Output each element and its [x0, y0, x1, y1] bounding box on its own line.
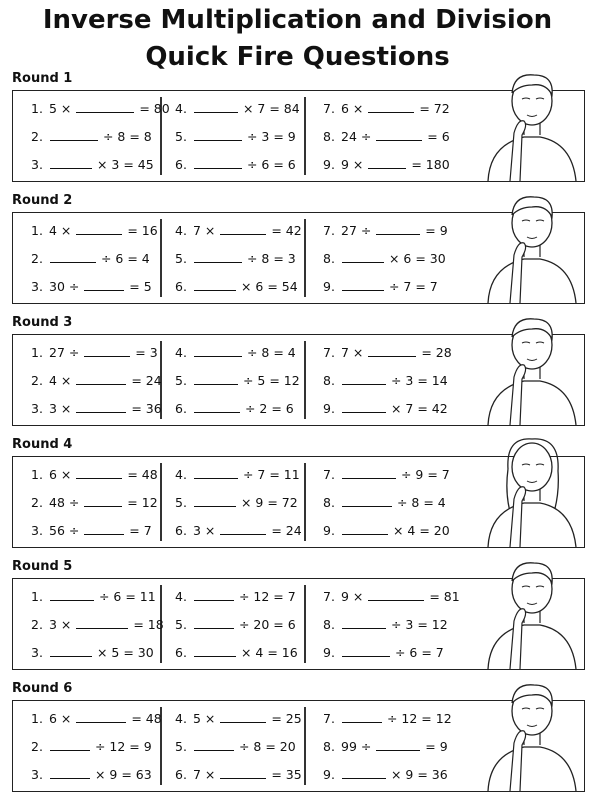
answer-blank[interactable] — [342, 401, 386, 413]
student-illustration — [480, 185, 580, 303]
question-item — [323, 345, 452, 361]
question-item — [175, 129, 296, 145]
question-item — [323, 251, 446, 267]
question-number: 3. — [31, 157, 43, 172]
question-item — [31, 645, 154, 661]
question-item — [175, 467, 300, 483]
question-item — [323, 739, 448, 755]
question-number: 3. — [31, 767, 43, 782]
question-number: 8. — [323, 739, 335, 754]
column-divider — [304, 463, 306, 541]
question-item — [323, 495, 446, 511]
answer-blank[interactable] — [368, 589, 424, 601]
question-result: = 3 — [131, 345, 158, 360]
answer-blank[interactable] — [368, 157, 406, 169]
question-result: × 7 = 42 — [387, 401, 448, 416]
question-result: ÷ 2 = 6 — [241, 401, 294, 416]
question-number: 3. — [31, 279, 43, 294]
question-result: ÷ 7 = 7 — [385, 279, 438, 294]
question-result: × 7 = 84 — [239, 101, 300, 116]
question-item — [31, 767, 152, 783]
question-result: = 16 — [123, 223, 158, 238]
question-item — [31, 589, 156, 605]
round-box — [12, 456, 585, 548]
question-result: ÷ 8 = 4 — [393, 495, 446, 510]
answer-blank[interactable] — [84, 345, 130, 357]
question-operand: 5 × — [193, 711, 220, 726]
round-box — [12, 90, 585, 182]
question-item — [323, 523, 450, 539]
question-number: 1. — [31, 467, 43, 482]
question-number: 6. — [175, 645, 187, 660]
question-number: 2. — [31, 495, 43, 510]
round-box — [12, 700, 585, 792]
question-item — [323, 711, 452, 727]
question-result: = 28 — [417, 345, 452, 360]
question-number: 3. — [31, 645, 43, 660]
question-number: 9. — [323, 645, 335, 660]
question-item — [31, 495, 158, 511]
question-result: = 25 — [267, 711, 302, 726]
question-operand: 7 × — [193, 767, 220, 782]
answer-blank[interactable] — [84, 523, 124, 535]
question-number: 7. — [323, 223, 335, 238]
question-number: 9. — [323, 523, 335, 538]
question-result: = 81 — [425, 589, 460, 604]
answer-blank[interactable] — [342, 495, 392, 507]
question-item — [175, 279, 298, 295]
question-item — [175, 345, 296, 361]
answer-blank[interactable] — [76, 101, 134, 113]
round-label: Round 6 — [12, 681, 73, 696]
question-result: = 6 — [423, 129, 450, 144]
answer-blank[interactable] — [50, 645, 92, 657]
answer-blank[interactable] — [342, 645, 390, 657]
answer-blank[interactable] — [50, 157, 92, 169]
question-operand: 6 × — [49, 711, 76, 726]
question-result: ÷ 6 = 6 — [243, 157, 296, 172]
question-item — [175, 157, 296, 173]
question-item — [323, 645, 444, 661]
question-result: ÷ 9 = 7 — [397, 467, 450, 482]
answer-blank[interactable] — [194, 495, 236, 507]
answer-blank[interactable] — [220, 523, 266, 535]
question-item — [175, 589, 296, 605]
question-operand: 4 × — [49, 223, 76, 238]
question-number: 9. — [323, 157, 335, 172]
answer-blank[interactable] — [76, 223, 122, 235]
question-result: = 24 — [127, 373, 162, 388]
question-number: 2. — [31, 617, 43, 632]
answer-blank[interactable] — [342, 251, 384, 263]
answer-blank[interactable] — [342, 767, 386, 779]
question-number: 1. — [31, 711, 43, 726]
answer-blank[interactable] — [84, 495, 122, 507]
question-operand: 4 × — [49, 373, 76, 388]
question-operand: 7 × — [193, 223, 220, 238]
question-item — [323, 401, 448, 417]
answer-blank[interactable] — [342, 373, 386, 385]
question-result: ÷ 6 = 4 — [97, 251, 150, 266]
round-label: Round 3 — [12, 315, 73, 330]
question-result: ÷ 3 = 14 — [387, 373, 448, 388]
question-result: = 5 — [125, 279, 152, 294]
question-operand: 30 ÷ — [49, 279, 84, 294]
question-result: = 48 — [127, 711, 162, 726]
round-box — [12, 578, 585, 670]
answer-blank[interactable] — [194, 345, 242, 357]
question-item — [31, 401, 162, 417]
question-number: 7. — [323, 345, 335, 360]
answer-blank[interactable] — [376, 129, 422, 141]
question-operand: 56 ÷ — [49, 523, 84, 538]
answer-blank[interactable] — [194, 401, 240, 413]
question-number: 4. — [175, 467, 187, 482]
question-item — [175, 401, 294, 417]
answer-blank[interactable] — [342, 523, 388, 535]
question-result: = 12 — [123, 495, 158, 510]
round-label: Round 2 — [12, 193, 73, 208]
question-result: = 72 — [415, 101, 450, 116]
answer-blank[interactable] — [342, 711, 382, 723]
answer-blank[interactable] — [76, 711, 126, 723]
question-number: 1. — [31, 345, 43, 360]
question-item — [175, 495, 298, 511]
answer-blank[interactable] — [76, 617, 128, 629]
question-result: = 9 — [421, 223, 448, 238]
question-item — [175, 617, 296, 633]
question-item — [31, 711, 162, 727]
question-number: 6. — [175, 279, 187, 294]
answer-blank[interactable] — [50, 589, 94, 601]
question-number: 5. — [175, 373, 187, 388]
answer-blank[interactable] — [76, 401, 126, 413]
question-number: 3. — [31, 523, 43, 538]
question-result: = 35 — [267, 767, 302, 782]
question-item — [323, 279, 438, 295]
round-box — [12, 212, 585, 304]
question-result: = 80 — [135, 101, 170, 116]
question-number: 2. — [31, 739, 43, 754]
question-result: × 4 = 16 — [237, 645, 298, 660]
answer-blank[interactable] — [194, 589, 234, 601]
question-result: ÷ 8 = 20 — [235, 739, 296, 754]
student-illustration — [480, 551, 580, 669]
answer-blank[interactable] — [50, 739, 90, 751]
question-number: 2. — [31, 129, 43, 144]
answer-blank[interactable] — [342, 467, 396, 479]
answer-blank[interactable] — [194, 101, 238, 113]
round-label: Round 1 — [12, 71, 73, 86]
question-result: × 5 = 30 — [93, 645, 154, 660]
question-item — [323, 467, 450, 483]
question-item — [323, 129, 450, 145]
question-number: 6. — [175, 401, 187, 416]
question-item — [323, 223, 448, 239]
question-operand: 27 ÷ — [341, 223, 376, 238]
question-result: ÷ 8 = 3 — [243, 251, 296, 266]
question-number: 2. — [31, 251, 43, 266]
question-number: 8. — [323, 373, 335, 388]
question-result: = 18 — [129, 617, 164, 632]
column-divider — [160, 219, 162, 297]
question-result: = 180 — [407, 157, 450, 172]
question-item — [31, 523, 152, 539]
question-operand: 3 × — [49, 401, 76, 416]
question-item — [31, 251, 150, 267]
student-illustration — [480, 429, 580, 547]
question-number: 1. — [31, 589, 43, 604]
question-number: 6. — [175, 767, 187, 782]
question-number: 9. — [323, 279, 335, 294]
answer-blank[interactable] — [194, 739, 234, 751]
answer-blank[interactable] — [220, 223, 266, 235]
question-operand: 99 ÷ — [341, 739, 376, 754]
answer-blank[interactable] — [376, 223, 420, 235]
question-operand: 5 × — [49, 101, 76, 116]
answer-blank[interactable] — [194, 157, 242, 169]
question-result: ÷ 8 = 8 — [99, 129, 152, 144]
answer-blank[interactable] — [342, 279, 384, 291]
question-operand: 9 × — [341, 157, 368, 172]
question-operand: 27 ÷ — [49, 345, 84, 360]
answer-blank[interactable] — [194, 129, 242, 141]
question-number: 7. — [323, 589, 335, 604]
question-item — [31, 223, 158, 239]
answer-blank[interactable] — [220, 767, 266, 779]
answer-blank[interactable] — [50, 129, 98, 141]
question-number: 5. — [175, 739, 187, 754]
answer-blank[interactable] — [194, 251, 242, 263]
question-result: × 3 = 45 — [93, 157, 154, 172]
question-number: 4. — [175, 101, 187, 116]
question-result: ÷ 3 = 9 — [243, 129, 296, 144]
question-result: ÷ 6 = 11 — [95, 589, 156, 604]
answer-blank[interactable] — [376, 739, 420, 751]
question-item — [323, 373, 448, 389]
question-number: 5. — [175, 495, 187, 510]
answer-blank[interactable] — [194, 645, 236, 657]
question-number: 3. — [31, 401, 43, 416]
question-number: 1. — [31, 223, 43, 238]
question-number: 1. — [31, 101, 43, 116]
question-result: ÷ 6 = 7 — [391, 645, 444, 660]
question-operand: 48 ÷ — [49, 495, 84, 510]
question-item — [175, 101, 300, 117]
question-result: × 6 = 30 — [385, 251, 446, 266]
question-number: 5. — [175, 129, 187, 144]
round-label: Round 5 — [12, 559, 73, 574]
student-illustration — [480, 307, 580, 425]
answer-blank[interactable] — [76, 467, 122, 479]
question-result: ÷ 3 = 12 — [387, 617, 448, 632]
question-number: 8. — [323, 617, 335, 632]
question-result: ÷ 12 = 9 — [91, 739, 152, 754]
question-result: × 9 = 36 — [387, 767, 448, 782]
question-number: 6. — [175, 523, 187, 538]
worksheet-subtitle: Quick Fire Questions — [145, 42, 450, 72]
student-illustration — [480, 673, 580, 791]
question-operand: 7 × — [341, 345, 368, 360]
question-operand: 3 × — [49, 617, 76, 632]
question-item — [323, 589, 460, 605]
question-item — [323, 101, 450, 117]
question-result: × 9 = 63 — [91, 767, 152, 782]
answer-blank[interactable] — [84, 279, 124, 291]
question-number: 7. — [323, 467, 335, 482]
question-item — [175, 523, 302, 539]
answer-blank[interactable] — [76, 373, 126, 385]
answer-blank[interactable] — [194, 467, 238, 479]
question-item — [323, 767, 448, 783]
question-number: 7. — [323, 711, 335, 726]
worksheet-title: Inverse Multiplication and Division — [42, 5, 553, 35]
question-item — [31, 279, 152, 295]
question-number: 9. — [323, 401, 335, 416]
question-operand: 3 × — [193, 523, 220, 538]
question-result: ÷ 12 = 7 — [235, 589, 296, 604]
answer-blank[interactable] — [194, 617, 234, 629]
question-item — [31, 467, 158, 483]
question-item — [175, 739, 296, 755]
question-result: = 24 — [267, 523, 302, 538]
question-result: = 9 — [421, 739, 448, 754]
round-box — [12, 334, 585, 426]
question-result: ÷ 20 = 6 — [235, 617, 296, 632]
question-result: ÷ 8 = 4 — [243, 345, 296, 360]
question-result: = 48 — [123, 467, 158, 482]
question-operand: 24 ÷ — [341, 129, 376, 144]
question-item — [31, 129, 152, 145]
question-item — [175, 223, 302, 239]
question-result: × 6 = 54 — [237, 279, 298, 294]
question-number: 8. — [323, 129, 335, 144]
question-result: ÷ 12 = 12 — [383, 711, 452, 726]
question-result: × 4 = 20 — [389, 523, 450, 538]
question-operand: 6 × — [341, 101, 368, 116]
question-result: = 42 — [267, 223, 302, 238]
question-item — [323, 157, 450, 173]
column-divider — [304, 341, 306, 419]
question-number: 9. — [323, 767, 335, 782]
column-divider — [304, 97, 306, 175]
answer-blank[interactable] — [368, 101, 414, 113]
question-number: 4. — [175, 711, 187, 726]
question-operand: 6 × — [49, 467, 76, 482]
question-item — [31, 373, 162, 389]
question-item — [31, 617, 164, 633]
question-item — [175, 767, 302, 783]
answer-blank[interactable] — [220, 711, 266, 723]
question-number: 4. — [175, 223, 187, 238]
question-item — [175, 373, 300, 389]
question-item — [323, 617, 448, 633]
question-item — [31, 739, 152, 755]
column-divider — [304, 219, 306, 297]
question-number: 8. — [323, 251, 335, 266]
question-number: 6. — [175, 157, 187, 172]
question-number: 4. — [175, 345, 187, 360]
answer-blank[interactable] — [342, 617, 386, 629]
student-illustration — [480, 63, 580, 181]
question-number: 5. — [175, 617, 187, 632]
question-item — [31, 345, 158, 361]
answer-blank[interactable] — [50, 767, 90, 779]
question-result: × 9 = 72 — [237, 495, 298, 510]
question-item — [31, 157, 154, 173]
question-result: ÷ 7 = 11 — [239, 467, 300, 482]
question-number: 4. — [175, 589, 187, 604]
question-number: 5. — [175, 251, 187, 266]
question-item — [175, 645, 298, 661]
question-result: = 36 — [127, 401, 162, 416]
answer-blank[interactable] — [368, 345, 416, 357]
question-result: = 7 — [125, 523, 152, 538]
column-divider — [304, 707, 306, 785]
column-divider — [160, 463, 162, 541]
answer-blank[interactable] — [50, 251, 96, 263]
question-result: ÷ 5 = 12 — [239, 373, 300, 388]
question-operand: 9 × — [341, 589, 368, 604]
question-item — [175, 251, 296, 267]
round-label: Round 4 — [12, 437, 73, 452]
answer-blank[interactable] — [194, 373, 238, 385]
question-number: 8. — [323, 495, 335, 510]
question-number: 2. — [31, 373, 43, 388]
question-item — [175, 711, 302, 727]
question-item — [31, 101, 170, 117]
column-divider — [304, 585, 306, 663]
answer-blank[interactable] — [194, 279, 236, 291]
question-number: 7. — [323, 101, 335, 116]
